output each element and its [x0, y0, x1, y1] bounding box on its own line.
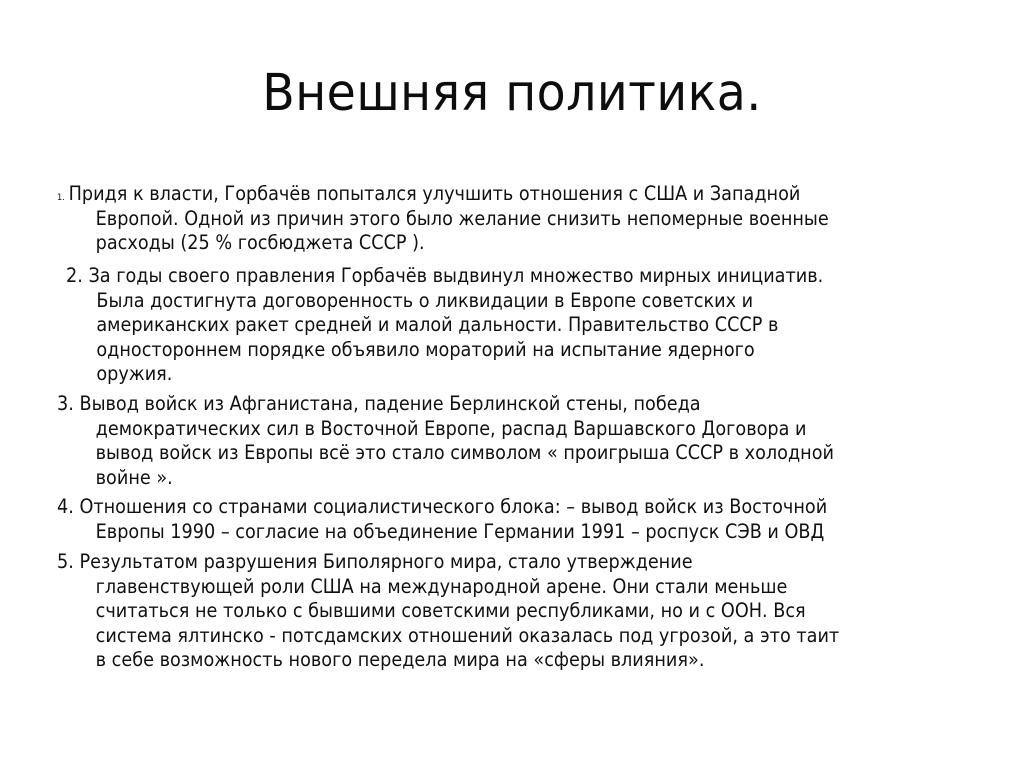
- slide-title: Внешняя политика.: [262, 64, 762, 123]
- item-line: Отношения со странами социалистического блока: – вывод войск из Восточной: [79, 495, 828, 518]
- item-line: главенствующей роли США на международной арене. Они стали меньше: [95, 574, 788, 598]
- item-line: в себе возможность нового передела мира на «сферы влияния».: [95, 648, 705, 672]
- item-line: Была достигнута договоренность о ликвидации в Европе советских и: [96, 288, 754, 312]
- list-item-3: [57, 392, 834, 490]
- item-line: Придя к власти, Горбачёв попытался улучшить отношения с США и Западной: [68, 182, 801, 205]
- item-line: американских ракет средней и малой дальности. Правительство СССР в: [96, 313, 779, 337]
- item-line: расходы (25 % госбюджета СССР ).: [95, 231, 425, 255]
- item-number: 2.: [66, 264, 83, 287]
- list-item-1: [57, 182, 829, 256]
- item-number: 5.: [57, 550, 74, 573]
- item-line: вывод войск из Европы всё это стало символом « проигрыша СССР в холодной: [95, 441, 834, 465]
- item-line: одностороннем порядке объявило мораторий на испытание ядерного: [96, 337, 755, 361]
- item-line: Европой. Одной из причин этого было желание снизить непомерные военные: [95, 206, 829, 230]
- item-line: Вывод войск из Афганистана, падение Берлинской стены, победа: [79, 392, 701, 415]
- list-item-5: [57, 550, 839, 673]
- list-item-2: [66, 264, 823, 387]
- item-number: 3.: [57, 392, 74, 415]
- item-line: Результатом разрушения Биполярного мира, стало утверждение: [79, 550, 693, 573]
- item-line: демократических сил в Восточной Европе, распад Варшавского Договора и: [95, 416, 807, 440]
- item-line: система ялтинско - потсдамских отношений оказалась под угрозой, а это таит: [95, 623, 840, 647]
- item-line: За годы своего правления Горбачёв выдвинул множество мирных инициатив.: [88, 264, 824, 287]
- item-number: 4.: [57, 495, 74, 518]
- item-line: оружия.: [96, 362, 173, 386]
- item-line: Европы 1990 – согласие на объединение Германии 1991 – роспуск СЭВ и ОВД: [95, 519, 825, 543]
- item-line: войне ».: [95, 465, 173, 489]
- list-item-4: [57, 495, 827, 544]
- item-number: 1.: [57, 193, 65, 203]
- item-line: считаться не только с бывшими советскими республиками, но и с ООН. Вся: [95, 599, 806, 623]
